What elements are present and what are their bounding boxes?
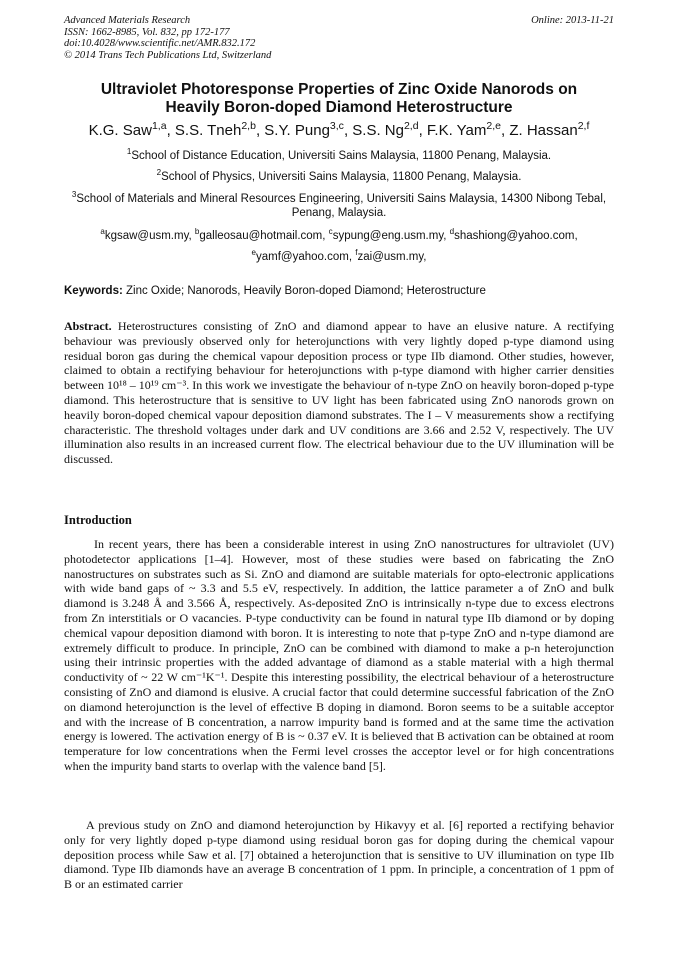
email-line-2	[64, 250, 614, 264]
copyright-line: © 2014 Trans Tech Publications Ltd, Switzerland	[64, 49, 272, 61]
doi-line: doi:10.4028/www.scientific.net/AMR.832.172	[64, 38, 256, 49]
author-name: K.G. Saw	[88, 122, 152, 139]
paper-title	[64, 81, 614, 117]
affiliation-2	[64, 170, 614, 184]
affiliation-3-text: School of Materials and Mineral Resources Engineering, Universiti Sains Malaysia, 14300 Nibong Tebal, Penang, Malaysia.	[76, 193, 607, 219]
intro-paragraph-2: A previous study on ZnO and diamond heterojunction by Hikavyy et al. [6] reported a rectifying behavior only for very lightly doped p-type diamond using residual boron gas for doping during the chemical vapour deposition process while Saw et al. [7] obtained a heterojunction that is sensitive to UV illumination on type IIb diamond. Type IIb diamonds have an average B concentration of 1 ppm. In principle, a concentration of 1 ppm of B or an estimated carrier	[64, 818, 614, 892]
email-line-1	[64, 229, 614, 243]
email-marker: a	[100, 227, 105, 237]
affiliation-3-marker: 3	[71, 190, 77, 200]
abstract-text: Heterostructures consisting of ZnO and diamond appear to have an elusive nature. A rectifying behaviour was previously observed only for heterojunctions with very lightly doped p-type diamond using residual boron gas during the chemical vapour deposition process or type IIb diamond. Other studies, however, claimed to obtain a rectifying behaviour for heterojunctions with p-type diamond with higher carrier densities between 10¹⁸ – 10¹⁹ cm⁻³. In this work we investigate the behaviour of n-type ZnO on heavily boron-doped p-type diamond. This heterostructure that is sensitive to UV light has been fabricated using ZnO nanorods grown on heavily boron-doped chemical vapour deposition diamond substrates. The I – V measurements show a rectifying characteristic. The threshold voltages under dark and UV conditions are 3.66 and 2.52 V, respectively. The UV illumination also results in an increased current flow. The electrical behaviour due to the UV illumination will be discussed.	[64, 319, 615, 467]
email-address: galleosau@hotmail.com,	[199, 230, 329, 242]
abstract-label: Abstract.	[64, 319, 112, 333]
keywords-text: Zinc Oxide; Nanorods, Heavily Boron-doped Diamond; Heterostructure	[126, 285, 486, 297]
email-address: shashiong@yahoo.com,	[454, 230, 578, 242]
author-name: S.S. Tneh	[174, 122, 242, 139]
author-name: F.K. Yam	[426, 122, 487, 139]
email-address: sypung@eng.usm.my,	[332, 230, 450, 242]
email-address: kgsaw@usm.my,	[104, 230, 195, 242]
author-marker: 3,c	[329, 120, 344, 132]
email-marker: d	[449, 227, 455, 237]
email-marker: f	[355, 248, 358, 258]
title-line-2: Heavily Boron-doped Diamond Heterostructure	[165, 99, 513, 116]
affiliation-2-marker: 2	[156, 168, 162, 178]
keywords	[64, 285, 614, 297]
journal-name: Advanced Materials Research	[64, 15, 191, 26]
affiliation-2-text: School of Physics, Universiti Sains Malaysia, 11800 Penang, Malaysia.	[161, 171, 522, 183]
author-marker: 2,b	[241, 120, 256, 132]
title-line-1: Ultraviolet Photoresponse Properties of Zinc Oxide Nanorods on	[100, 81, 578, 98]
online-date: Online: 2013-11-21	[531, 15, 614, 26]
journal-header	[64, 15, 271, 61]
email-marker: b	[194, 227, 200, 237]
email-marker: c	[328, 227, 333, 237]
affiliation-1	[64, 149, 614, 163]
issn-line: ISSN: 1662-8985, Vol. 832, pp 172-177	[64, 26, 230, 38]
abstract	[64, 319, 614, 467]
keywords-label: Keywords:	[64, 285, 123, 297]
author-list: K.G. Saw$^{1,a}$, S.S. Tneh$^{2,b}$, S.Y. Pung$^{3,c}$, S.S. Ng$^{2,d}$, F.K. Yam$^{2,e}$, Z. Hassan$^{2,f}$	[88, 120, 590, 139]
author-marker: 2,e	[486, 120, 501, 132]
affiliation-3	[64, 192, 614, 220]
author-marker: 2,f	[577, 120, 590, 132]
intro-paragraph-1: In recent years, there has been a considerable interest in using ZnO nanostructures for ultraviolet (UV) photodetector applications [1–4]. However, most of these studies were based on fabricating the ZnO nanostructures on substrates such as Si. ZnO and diamond are suitable materials for opto-electronic applications with wide band gaps of ~ 3.3 and 5.5 eV, respectively. In addition, the lattice parameter a of ZnO and bulk diamond is 3.248 Å and 3.566 Å, respectively. As-deposited ZnO is intrinsically n-type due to excess electrons from Zn interstitials or O vacancies. P-type conductivity can be found in natural type IIb diamond or by doping chemical vapour deposition diamond with boron. It is interesting to note that p-type ZnO and n-type diamond are extremely difficult to produce. In principle, ZnO can be combined with diamond to make a p-n heterojunction using their intrinsic properties with the added advantage of diamond as a stable material with a high thermal conductivity of ~ 22 W cm⁻¹K⁻¹. Despite this interesting possibility, the electrical behaviour of a heterostructure consisting of ZnO and diamond is elusive. A crucial factor that could determine successful fabrication of the ZnO on diamond heterojunction is the level of effective B doping in diamond. Boron seems to be a suitable acceptor and with the increase of B concentration, a narrow impurity band is formed and at the same time the activation energy is lowered. The activation energy of B is ~ 0.37 eV. It is believed that B activation can be obtained at room temperature for low concentrations when the Fermi level crosses the acceptor level or for high concentrations when the impurity band starts to overlap with the valence band [5].	[64, 537, 614, 773]
email-address: yamf@yahoo.com,	[256, 251, 356, 263]
affiliation-1-text: School of Distance Education, Universiti Sains Malaysia, 11800 Penang, Malaysia.	[131, 150, 552, 162]
introduction-heading: Introduction	[64, 513, 132, 527]
email-marker: e	[251, 248, 256, 258]
affiliation-1-marker: 1	[126, 147, 132, 157]
author-marker: 1,a	[151, 120, 167, 132]
author-name: S.Y. Pung	[264, 122, 330, 139]
email-address: zai@usm.my,	[357, 251, 427, 263]
author-marker: 2,d	[403, 120, 419, 132]
author-name: S.S. Ng	[352, 122, 404, 139]
author-name: Z. Hassan	[509, 122, 578, 139]
